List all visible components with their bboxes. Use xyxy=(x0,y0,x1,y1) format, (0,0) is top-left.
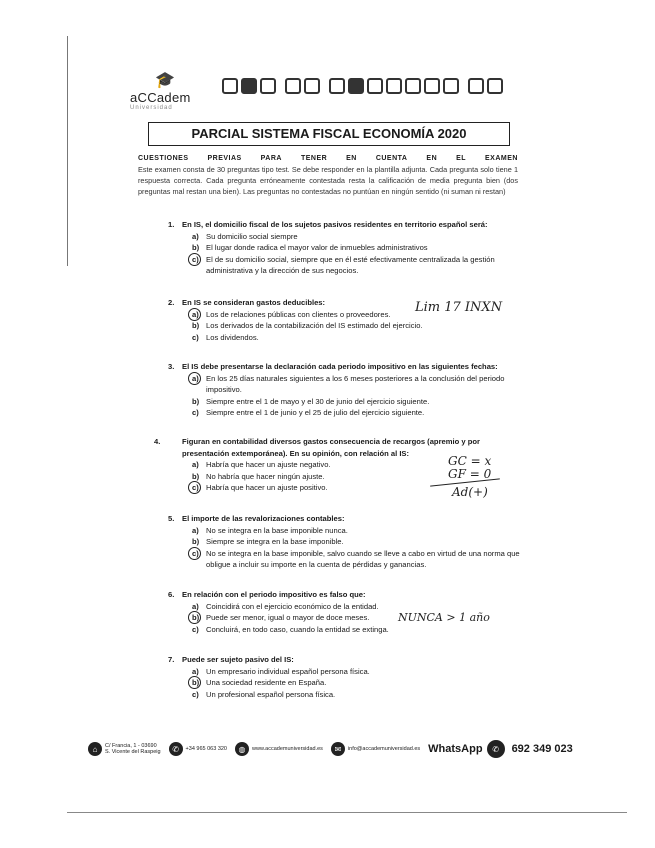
option-c-selected xyxy=(192,254,528,277)
option-letter: b) xyxy=(192,537,200,546)
option-a xyxy=(192,525,528,537)
intro-heading-word: PARA xyxy=(260,155,282,162)
question-1 xyxy=(168,219,528,277)
header-icon xyxy=(386,78,402,94)
question-number: 7. xyxy=(168,655,175,664)
option-b xyxy=(192,320,528,332)
address-line: C/ Francia, 1 - 03690 xyxy=(105,743,157,749)
graduation-cap-icon: 🎓 xyxy=(155,72,175,89)
footer-email[interactable]: info@accademuniversidad.es xyxy=(347,746,421,752)
option-c xyxy=(192,332,528,344)
option-text: Los de relaciones públicas con clientes o proveedores. xyxy=(206,309,391,319)
option-text: Una sociedad residente en España. xyxy=(206,678,327,687)
header-icon xyxy=(329,78,345,94)
option-b xyxy=(192,396,528,408)
whatsapp-label: WhatsApp xyxy=(428,743,483,755)
handwritten-gf: GF = 0 xyxy=(448,467,492,481)
option-text: No se integra en la base imponible, salvo cuando se lleve a cabo en virtud de una norma que obligue a incluir su importe en la cuenta de pérdidas y ganancias. xyxy=(206,548,520,569)
option-letter: a) xyxy=(192,231,199,241)
option-text: No se integra en la base imponible nunca. xyxy=(206,525,348,535)
question-number: 2. xyxy=(168,298,175,307)
header-icon xyxy=(367,78,383,94)
globe-icon: ◍ xyxy=(235,742,249,756)
option-text: El de su domicilio social, siempre que en él esté efectivamente centralizada la gestión administrativa y la dirección de sus negocios. xyxy=(206,254,495,275)
question-number: 6. xyxy=(168,590,175,599)
question-number: 1. xyxy=(168,220,175,229)
option-text: Los derivados de la contabilización del IS estimado del ejercicio. xyxy=(206,321,423,330)
option-b xyxy=(192,536,528,548)
option-a xyxy=(192,231,528,243)
option-text: Coincidirá con el ejercicio económico de la entidad. xyxy=(206,601,379,611)
footer-website[interactable]: www.accademuniversidad.es xyxy=(252,746,323,752)
intro-heading-word: EN xyxy=(426,155,438,162)
header-icon xyxy=(424,78,440,94)
option-text: Su domicilio social siempre xyxy=(206,231,298,241)
option-b-selected xyxy=(192,677,528,689)
whatsapp-number: 692 349 023 xyxy=(511,743,573,755)
question-text: Figuran en contabilidad diversos gastos consecuencia de recargos (apremio y por presentación extemporánea). En su opinión, con relación al IS: xyxy=(182,437,480,458)
address-line: S. Vicente del Raspeig xyxy=(105,749,161,755)
option-letter: c) xyxy=(192,548,206,571)
option-text: El lugar donde radica el mayor valor de inmuebles administrativos xyxy=(206,243,428,252)
option-a-selected xyxy=(192,373,528,396)
option-b xyxy=(192,242,528,254)
header-icon xyxy=(241,78,257,94)
option-text: Habría que hacer un ajuste positivo. xyxy=(206,483,328,492)
left-margin-rule xyxy=(67,36,68,266)
bottom-rule xyxy=(67,812,627,813)
option-letter: a) xyxy=(192,373,206,396)
option-text: Concluirá, en todo caso, cuando la entidad se extinga. xyxy=(206,624,389,634)
question-text: En IS, el domicilio fiscal de los sujetos pasivos residentes en territorio español será: xyxy=(182,220,488,229)
option-text: Siempre se integra en la base imponible. xyxy=(206,537,344,546)
option-text: Siempre entre el 1 de junio y el 25 de julio del ejercicio siguiente. xyxy=(206,408,425,417)
option-text: Puede ser menor, igual o mayor de doce meses. xyxy=(206,613,370,622)
intro-heading xyxy=(138,153,518,164)
question-text: El IS debe presentarse la declaración cada periodo impositivo en las siguientes fechas: xyxy=(182,362,498,371)
option-letter: b) xyxy=(192,243,200,252)
intro-heading-word: EXAMEN xyxy=(485,155,518,162)
option-letter: b) xyxy=(192,471,200,481)
question-number: 3. xyxy=(168,362,175,371)
header-icon xyxy=(285,78,301,94)
option-letter: c) xyxy=(192,482,206,494)
handwritten-note-q2: Lim 17 INXN xyxy=(415,300,503,315)
option-letter: b) xyxy=(192,677,206,689)
intro-heading-word: PREVIAS xyxy=(207,155,242,162)
intro-body: Este examen consta de 30 preguntas tipo test. Se debe responder en la plantilla adjunta. Cada pregunta solo tiene 1 respuesta correcta. Cada pregunta erróneamente contestada resta la calificación de media pregunta bien (dos preguntas mal restan una bien). Las preguntas no contestadas no puntúan en ningún sentido (ni suman ni restan) xyxy=(138,165,518,196)
question-number: 4. xyxy=(154,437,161,446)
header-icon xyxy=(405,78,421,94)
footer-address xyxy=(105,743,161,755)
option-letter: c) xyxy=(192,332,199,342)
question-text: Puede ser sujeto pasivo del IS: xyxy=(182,655,294,664)
header-icon xyxy=(222,78,238,94)
footer-phone: +34 965 063 320 xyxy=(185,746,227,752)
home-icon: ⌂ xyxy=(88,742,102,756)
option-a xyxy=(192,666,528,678)
intro-heading-word: TENER xyxy=(300,155,328,162)
option-letter: a) xyxy=(192,309,206,321)
option-letter: a) xyxy=(192,601,199,611)
option-letter: b) xyxy=(192,612,206,624)
question-number: 5. xyxy=(168,514,175,523)
mail-icon: ✉ xyxy=(331,742,345,756)
question-text: En relación con el periodo impositivo es falso que: xyxy=(182,590,366,599)
option-text: Habría que hacer un ajuste negativo. xyxy=(206,460,331,469)
option-c-selected xyxy=(192,548,528,571)
option-letter: c) xyxy=(192,689,199,699)
option-c xyxy=(192,689,528,701)
option-text: Un empresario individual español persona física. xyxy=(206,666,370,676)
question-5 xyxy=(168,513,528,571)
handwritten-adjust: Ad(+) xyxy=(452,485,488,499)
option-c xyxy=(192,407,528,419)
exam-title: PARCIAL SISTEMA FISCAL ECONOMÍA 2020 xyxy=(148,122,510,146)
option-letter: b) xyxy=(192,396,200,406)
header-icon xyxy=(348,78,364,94)
option-text: Un profesional español persona física. xyxy=(206,689,336,699)
logo-name: aCCadem xyxy=(130,90,191,105)
intro-heading-word: CUENTA xyxy=(375,155,408,162)
option-letter: a) xyxy=(192,525,199,535)
option-letter: b) xyxy=(192,321,200,330)
intro-heading-word: EL xyxy=(456,155,467,162)
header-icon xyxy=(443,78,459,94)
option-letter: c) xyxy=(192,254,206,277)
logo-subtitle: Universidad xyxy=(130,105,173,111)
question-7 xyxy=(168,654,528,700)
phone-icon: ✆ xyxy=(169,742,183,756)
whatsapp-icon: ✆ xyxy=(487,740,505,758)
handwritten-gc: GC = x xyxy=(448,454,492,468)
option-text: En los 25 días naturales siguientes a los 6 meses posteriores a la conclusión del periodo impositivo. xyxy=(206,373,505,394)
header-icon xyxy=(468,78,484,94)
intro-heading-word: EN xyxy=(346,155,357,162)
option-letter: a) xyxy=(192,460,199,469)
option-letter: a) xyxy=(192,666,199,676)
header-icon xyxy=(304,78,320,94)
header-icon-strip xyxy=(222,78,503,94)
accadem-logo xyxy=(130,70,210,111)
question-text: El importe de las revalorizaciones contables: xyxy=(182,514,345,523)
option-text: Siempre entre el 1 de mayo y el 30 de junio del ejercicio siguiente. xyxy=(206,396,430,406)
header-icon xyxy=(260,78,276,94)
question-text: En IS se consideran gastos deducibles: xyxy=(182,298,326,307)
option-text: No habría que hacer ningún ajuste. xyxy=(206,471,325,481)
intro-heading-word: CUESTIONES xyxy=(138,155,189,162)
handwritten-note-q6: NUNCA > 1 año xyxy=(398,611,490,624)
option-letter: c) xyxy=(192,624,199,634)
option-c xyxy=(192,624,528,636)
option-text: Los dividendos. xyxy=(206,332,259,342)
header-icon xyxy=(487,78,503,94)
question-3 xyxy=(168,361,528,419)
option-letter: c) xyxy=(192,408,199,417)
intro-section xyxy=(138,153,518,197)
footer-contact-bar xyxy=(88,737,588,761)
